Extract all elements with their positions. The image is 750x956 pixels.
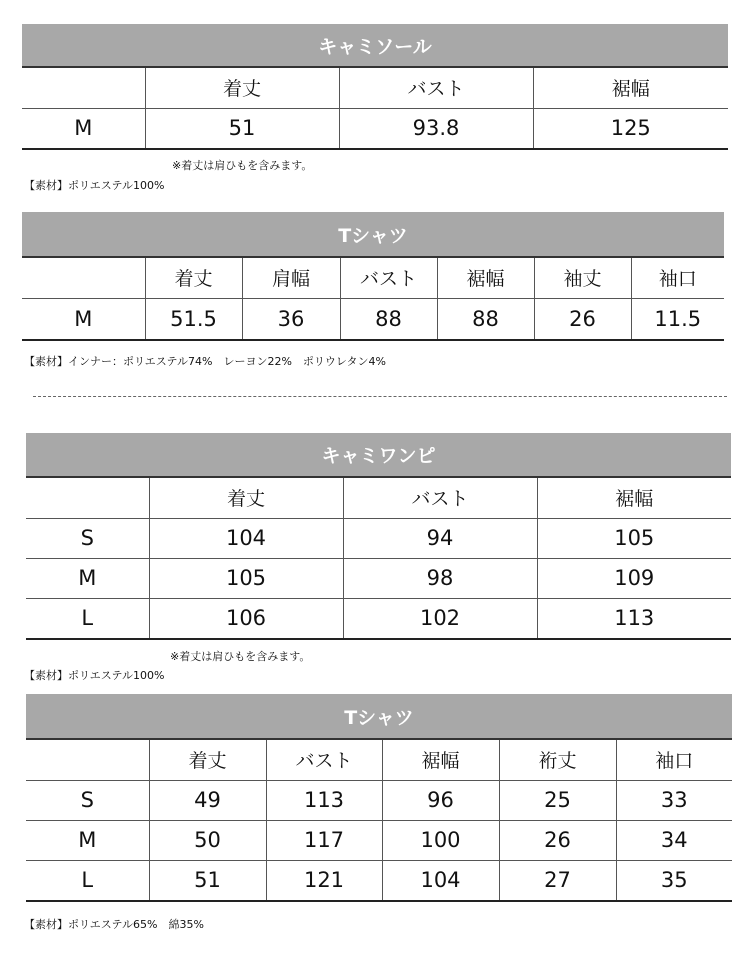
header-sleeve-yuki: 裄丈 (499, 740, 616, 780)
size-label: M (22, 108, 145, 149)
header-hem-width: 裾幅 (382, 740, 499, 780)
value-cell: 88 (437, 298, 534, 340)
header-length: 着丈 (149, 740, 266, 780)
header-bust: バスト (340, 258, 437, 298)
tshirt-title: Tシャツ (22, 212, 724, 258)
camisole-title: キャミソール (22, 24, 728, 68)
header-bust: バスト (343, 478, 537, 518)
size-label: M (22, 298, 145, 340)
size-label: S (26, 518, 149, 558)
header-sleeve-length: 袖丈 (534, 258, 631, 298)
size-label: S (26, 780, 149, 820)
section-divider (33, 396, 727, 397)
header-bust: バスト (339, 68, 533, 108)
cami-dress-size-section (26, 433, 731, 640)
header-length: 着丈 (145, 68, 339, 108)
tshirt2-size-table (26, 740, 732, 902)
value-cell: 11.5 (631, 298, 724, 340)
camisole-material-note: 【素材】ポリエステル100% (24, 179, 165, 192)
value-cell: 105 (537, 518, 731, 558)
tshirt2-size-section (26, 694, 732, 902)
size-label: M (26, 558, 149, 598)
header-length: 着丈 (149, 478, 343, 518)
value-cell: 113 (266, 780, 382, 820)
size-label: L (26, 598, 149, 639)
value-cell: 49 (149, 780, 266, 820)
header-blank (22, 258, 145, 298)
value-cell: 113 (537, 598, 731, 639)
value-cell: 121 (266, 860, 382, 901)
value-cell: 26 (534, 298, 631, 340)
size-label: L (26, 860, 149, 901)
camisole-size-section (22, 24, 728, 150)
header-cuff: 袖口 (616, 740, 732, 780)
size-label: M (26, 820, 149, 860)
value-cell: 100 (382, 820, 499, 860)
tshirt-material-note: 【素材】インナー：ポリエステル74% レーヨン22% ポリウレタン4% (24, 355, 386, 368)
camisole-length-note: ※着丈は肩ひもを含みます。 (172, 159, 313, 172)
tshirt2-material-note: 【素材】ポリエステル65% 綿35% (24, 918, 204, 931)
value-cell: 26 (499, 820, 616, 860)
value-cell: 106 (149, 598, 343, 639)
cami-dress-length-note: ※着丈は肩ひもを含みます。 (170, 650, 311, 663)
value-cell: 36 (242, 298, 340, 340)
value-cell: 104 (149, 518, 343, 558)
value-cell: 102 (343, 598, 537, 639)
value-cell: 51 (145, 108, 339, 149)
value-cell: 93.8 (339, 108, 533, 149)
header-length: 着丈 (145, 258, 242, 298)
value-cell: 50 (149, 820, 266, 860)
header-shoulder: 肩幅 (242, 258, 340, 298)
value-cell: 96 (382, 780, 499, 820)
value-cell: 25 (499, 780, 616, 820)
header-blank (26, 740, 149, 780)
header-hem-width: 裾幅 (537, 478, 731, 518)
tshirt-size-table (22, 258, 724, 341)
value-cell: 98 (343, 558, 537, 598)
camisole-size-table (22, 68, 728, 150)
cami-dress-material-note: 【素材】ポリエステル100% (24, 669, 165, 682)
value-cell: 109 (537, 558, 731, 598)
value-cell: 27 (499, 860, 616, 901)
value-cell: 105 (149, 558, 343, 598)
value-cell: 88 (340, 298, 437, 340)
cami-dress-title: キャミワンピ (26, 433, 731, 478)
value-cell: 51.5 (145, 298, 242, 340)
header-bust: バスト (266, 740, 382, 780)
header-blank (22, 68, 145, 108)
header-hem-width: 裾幅 (533, 68, 728, 108)
value-cell: 104 (382, 860, 499, 901)
value-cell: 117 (266, 820, 382, 860)
value-cell: 35 (616, 860, 732, 901)
tshirt2-title: Tシャツ (26, 694, 732, 740)
tshirt-size-section (22, 212, 724, 341)
value-cell: 125 (533, 108, 728, 149)
header-hem-width: 裾幅 (437, 258, 534, 298)
value-cell: 51 (149, 860, 266, 901)
cami-dress-size-table (26, 478, 731, 640)
header-cuff: 袖口 (631, 258, 724, 298)
header-blank (26, 478, 149, 518)
value-cell: 34 (616, 820, 732, 860)
value-cell: 33 (616, 780, 732, 820)
value-cell: 94 (343, 518, 537, 558)
